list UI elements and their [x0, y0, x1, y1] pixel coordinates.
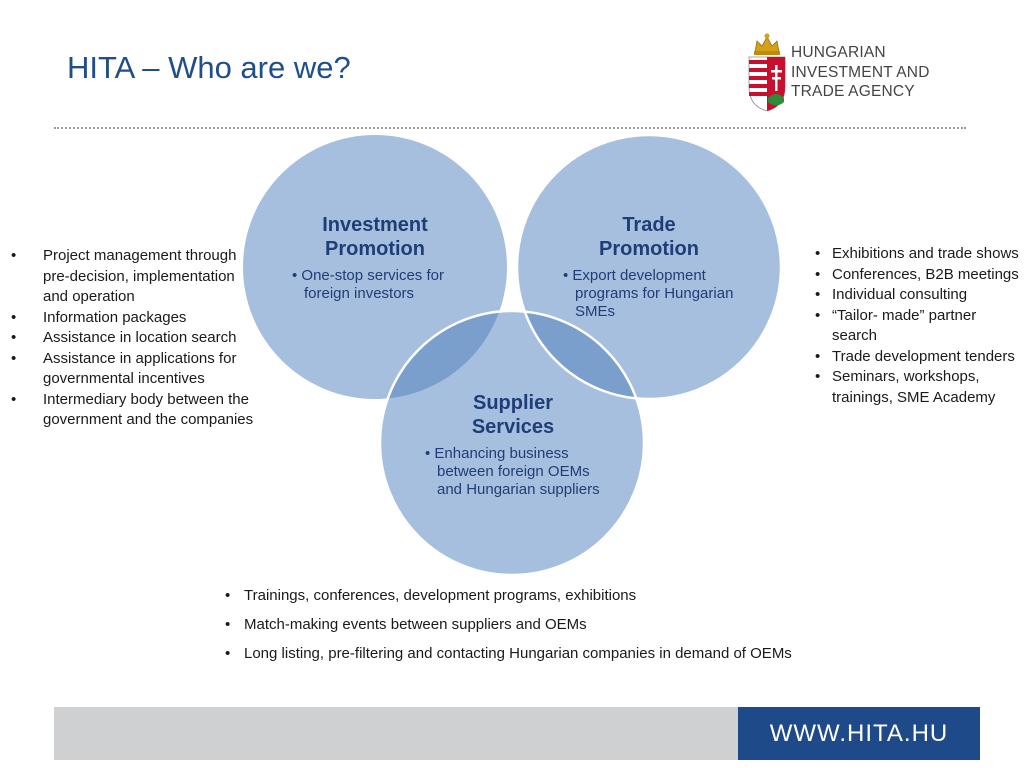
list-item: • Match-making events between suppliers and OEMs — [225, 616, 792, 634]
supplier-activities-list — [225, 587, 792, 674]
list-item: • Trade development tenders — [815, 347, 1024, 368]
footer-band — [54, 707, 980, 760]
bullet-text: Export development programs for Hungarian SMEs — [572, 267, 734, 320]
slide-title: HITA – Who are we? — [67, 50, 351, 85]
title-line: Supplier — [472, 392, 553, 414]
bullet-text: One-stop services for foreign investors — [301, 267, 444, 302]
trade-promotion-title — [561, 213, 737, 261]
list-item: • Conferences, B2B meetings — [815, 265, 1024, 286]
list-item: • Seminars, workshops, trainings, SME Academy — [815, 367, 1024, 408]
list-item: • Exhibitions and trade shows — [815, 244, 1024, 265]
title-line: Investment — [322, 214, 428, 236]
list-item: • Long listing, pre-filtering and contacting Hungarian companies in demand of OEMs — [225, 645, 792, 663]
supplier-services-title — [423, 391, 603, 439]
investment-promotion-bullet: • One-stop services for foreign investors — [292, 267, 444, 302]
investment-promotion-block — [290, 213, 460, 303]
list-item: • Assistance in applications for governmental incentives — [11, 349, 256, 390]
supplier-services-block — [423, 391, 603, 499]
logo-line: TRADE AGENCY — [791, 83, 915, 100]
trade-promotion-block — [561, 213, 737, 321]
supplier-services-bullet: • Enhancing business between foreign OEMs and Hungarian suppliers — [425, 445, 600, 498]
website-link[interactable]: WWW.HITA.HU — [738, 707, 980, 760]
title-line: Promotion — [325, 238, 425, 260]
list-item: • “Tailor- made” partner search — [815, 306, 1024, 347]
list-item: • Project management through pre-decision, implementation and operation — [11, 246, 256, 308]
title-line: Trade — [622, 214, 676, 236]
title-line: Promotion — [599, 238, 699, 260]
investment-activities-list — [11, 246, 256, 431]
bullet-text: Enhancing business between foreign OEMs and Hungarian suppliers — [434, 445, 600, 498]
list-item: • Assistance in location search — [11, 328, 256, 349]
list-item: • Individual consulting — [815, 285, 1024, 306]
list-item: • Intermediary body between the government and the companies — [11, 390, 256, 431]
logo-line: HUNGARIAN — [791, 44, 886, 61]
trade-activities-list — [815, 244, 1024, 408]
title-line: Services — [471, 416, 555, 438]
trade-promotion-bullet: • Export development programs for Hungarian SMEs — [563, 267, 734, 320]
list-item: • Trainings, conferences, development programs, exhibitions — [225, 587, 792, 605]
list-item: • Information packages — [11, 308, 256, 329]
investment-promotion-title — [290, 213, 460, 261]
logo-line: INVESTMENT AND — [791, 63, 930, 81]
